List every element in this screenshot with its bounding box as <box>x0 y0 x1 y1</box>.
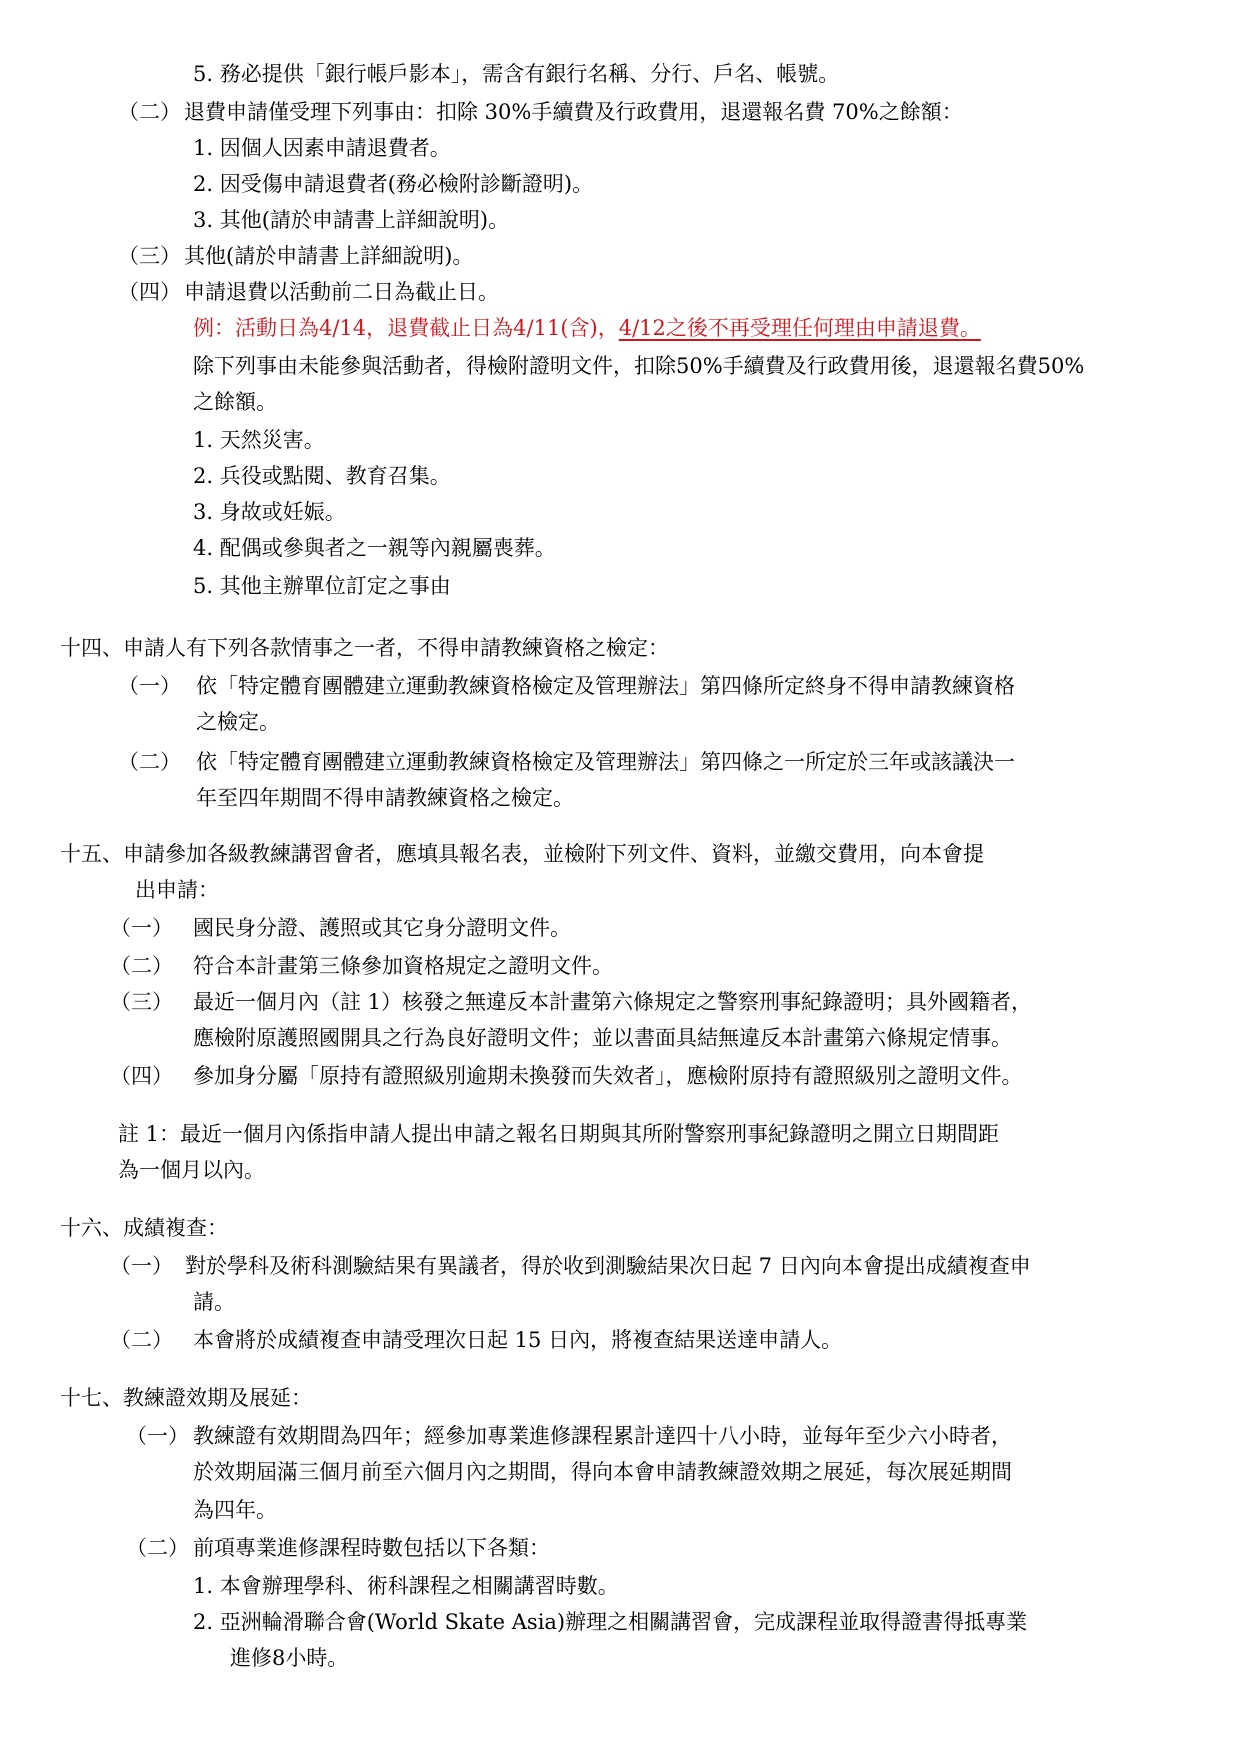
section-14-title: 十四、申請人有下列各款情事之一者，不得申請教練資格之檢定： <box>60 636 669 660</box>
refund-deadline-text: 申請退費以活動前二日為截止日。 <box>184 280 499 304</box>
refund-other-text: 其他(請於申請書上詳細說明)。 <box>184 244 474 268</box>
section-15-item-label: （三） <box>110 990 173 1014</box>
refund-other-label: （三） <box>118 244 181 268</box>
section-17-title: 十七、教練證效期及展延： <box>60 1386 312 1410</box>
section-14-item-label: （一） <box>118 674 181 698</box>
refund-doc-item-5: 5. 務必提供「銀行帳戶影本」，需含有銀行名稱、分行、戶名、帳號。 <box>193 62 840 86</box>
section-15-note-cont: 為一個月以內。 <box>118 1158 265 1182</box>
refund-exception-item: 3. 身故或妊娠。 <box>193 500 346 524</box>
refund-exception-item: 2. 兵役或點閱、教育召集。 <box>193 464 451 488</box>
refund-exception-item: 4. 配偶或參與者之一親等內親屬喪葬。 <box>193 536 556 560</box>
section-17-subitem-cont: 進修8小時。 <box>230 1646 349 1670</box>
section-17-item-label: （一） <box>126 1424 189 1448</box>
section-17-item-label: （二） <box>126 1536 189 1560</box>
refund-reason-item: 3. 其他(請於申請書上詳細說明)。 <box>193 208 510 232</box>
refund-deadline-label: （四） <box>118 280 181 304</box>
section-17-item-text-cont: 於效期屆滿三個月前至六個月內之期間，得向本會申請教練證效期之展延，每次展延期間 <box>193 1460 1012 1484</box>
section-15-item-text-cont: 應檢附原護照國開具之行為良好證明文件；並以書面具結無違反本計畫第六條規定情事。 <box>193 1026 1012 1050</box>
refund-example-warning: 4/12之後不再受理任何理由申請退費。 <box>618 316 981 340</box>
section-16-item-text-cont: 請。 <box>193 1290 235 1314</box>
section-15-item-label: （四） <box>110 1064 173 1088</box>
refund-exception-item: 5. 其他主辦單位訂定之事由 <box>193 574 451 598</box>
refund-reasons-text: 退費申請僅受理下列事由：扣除 30%手續費及行政費用，退還報名費 70%之餘額： <box>184 100 963 124</box>
section-17-item-text: 教練證有效期間為四年；經參加專業進修課程累計達四十八小時，並每年至少六小時者， <box>193 1424 1012 1448</box>
section-16-item-text: 對於學科及術科測驗結果有異議者，得於收到測驗結果次日起 7 日內向本會提出成績複查申 <box>185 1254 1031 1278</box>
section-15-item-text: 最近一個月內（註 1）核發之無違反本計畫第六條規定之警察刑事紀錄證明；具外國籍者， <box>193 990 1033 1014</box>
refund-exception-text-cont: 之餘額。 <box>193 390 277 414</box>
refund-exception-text: 除下列事由未能參與活動者，得檢附證明文件，扣除50%手續費及行政費用後，退還報名費50% <box>193 354 1085 378</box>
section-15-item-label: （一） <box>110 916 173 940</box>
section-15-item-text: 符合本計畫第三條參加資格規定之證明文件。 <box>193 954 613 978</box>
section-17-subitem: 2. 亞洲輪滑聯合會(World Skate Asia)辦理之相關講習會，完成課程並取得證書得抵專業 <box>193 1610 1028 1634</box>
refund-reasons-label: （二） <box>118 100 181 124</box>
section-15-item-text: 國民身分證、護照或其它身分證明文件。 <box>193 916 571 940</box>
section-14-item-label: （二） <box>118 750 181 774</box>
refund-deadline-example <box>193 312 981 344</box>
section-16-item-label: （一） <box>110 1254 173 1278</box>
section-15-title-cont: 出申請： <box>135 878 219 902</box>
section-17-item-text: 前項專業進修課程時數包括以下各類： <box>193 1536 550 1560</box>
section-15-note: 註 1：最近一個月內係指申請人提出申請之報名日期與其所附警察刑事紀錄證明之開立日期間距 <box>118 1122 1000 1146</box>
section-16-item-text: 本會將於成績複查申請受理次日起 15 日內，將複查結果送達申請人。 <box>193 1328 843 1352</box>
section-15-item-label: （二） <box>110 954 173 978</box>
refund-reason-item: 2. 因受傷申請退費者(務必檢附診斷證明)。 <box>193 172 594 196</box>
section-17-subitem: 1. 本會辦理學科、術科課程之相關講習時數。 <box>193 1574 619 1598</box>
section-17-item-text-cont: 為四年。 <box>193 1498 277 1522</box>
refund-reason-item: 1. 因個人因素申請退費者。 <box>193 136 451 160</box>
section-14-item-text: 依「特定體育團體建立運動教練資格檢定及管理辦法」第四條所定終身不得申請教練資格 <box>196 674 1015 698</box>
section-14-item-text-cont: 之檢定。 <box>196 710 280 734</box>
section-14-item-text: 依「特定體育團體建立運動教練資格檢定及管理辦法」第四條之一所定於三年或該議決一 <box>196 750 1015 774</box>
refund-exception-item: 1. 天然災害。 <box>193 428 325 452</box>
refund-example-date: 例：活動日為4/14，退費截止日為4/11(含)， <box>193 316 619 340</box>
section-16-item-label: （二） <box>110 1328 173 1352</box>
section-14-item-text-cont: 年至四年期間不得申請教練資格之檢定。 <box>196 786 574 810</box>
section-16-title: 十六、成績複查： <box>60 1216 228 1240</box>
section-15-item-text: 參加身分屬「原持有證照級別逾期未換發而失效者」，應檢附原持有證照級別之證明文件。 <box>193 1064 1023 1088</box>
section-15-title: 十五、申請參加各級教練講習會者，應填具報名表，並檢附下列文件、資料，並繳交費用，向本會提 <box>60 842 984 866</box>
